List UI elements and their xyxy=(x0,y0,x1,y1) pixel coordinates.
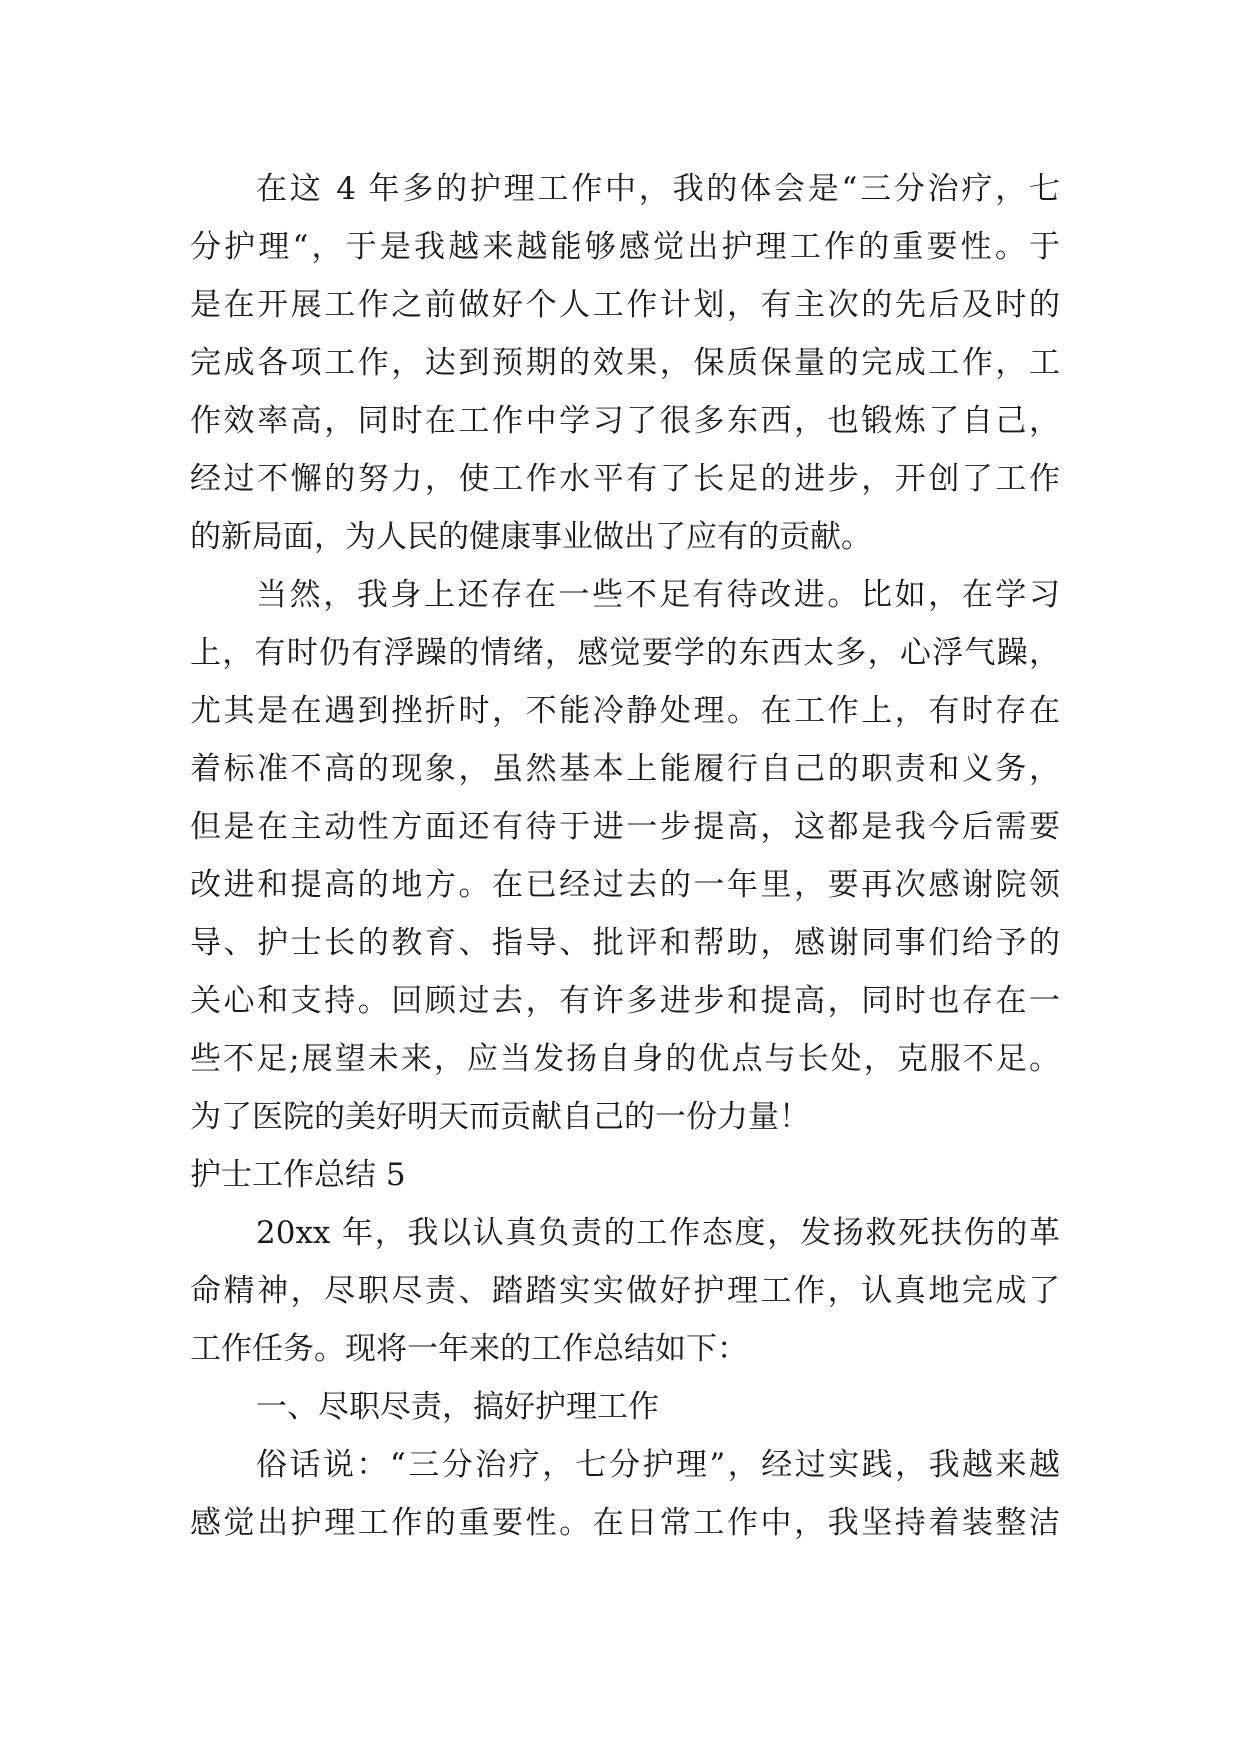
paragraph-line: 20xx 年，我以认真负责的工作态度，发扬救死扶伤的革 xyxy=(256,1215,1060,1251)
paragraph-line: 命精神，尽职尽责、踏踏实实做好护理工作，认真地完成了 xyxy=(190,1273,1060,1309)
paragraph-line: 导、护士长的教育、指导、批评和帮助，感谢同事们给予的 xyxy=(190,925,1060,961)
document-body xyxy=(190,160,1060,1552)
paragraph-line: 是在开展工作之前做好个人工作计划，有主次的先后及时的 xyxy=(190,287,1060,323)
paragraph-1 xyxy=(190,160,1060,566)
paragraph-3 xyxy=(190,1204,1060,1378)
paragraph-line: 完成各项工作，达到预期的效果，保质保量的完成工作，工 xyxy=(190,345,1060,381)
paragraph-line: 分护理“，于是我越来越能够感觉出护理工作的重要性。于 xyxy=(190,229,1060,265)
paragraph-line: 工作任务。现将一年来的工作总结如下： xyxy=(190,1331,748,1367)
paragraph-line: 俗话说：“三分治疗，七分护理”，经过实践，我越来越 xyxy=(256,1447,1060,1483)
paragraph-line: 当然，我身上还存在一些不足有待改进。比如，在学习 xyxy=(256,577,1060,613)
section-title: 护士工作总结 5 xyxy=(190,1157,406,1193)
paragraph-line: 着标准不高的现象，虽然基本上能履行自己的职责和义务， xyxy=(190,751,1060,787)
paragraph-line: 尤其是在遇到挫折时，不能冷静处理。在工作上，有时存在 xyxy=(190,693,1060,729)
paragraph-line: 但是在主动性方面还有待于进一步提高，这都是我今后需要 xyxy=(190,809,1060,845)
paragraph-4 xyxy=(190,1436,1060,1552)
paragraph-line: 作效率高，同时在工作中学习了很多东西，也锻炼了自己， xyxy=(190,403,1060,439)
paragraph-line: 些不足;展望未来，应当发扬自身的优点与长处，克服不足。 xyxy=(190,1041,1060,1077)
paragraph-line: 在这 4 年多的护理工作中，我的体会是“三分治疗，七 xyxy=(256,171,1060,207)
paragraph-line: 关心和支持。回顾过去，有许多进步和提高，同时也存在一 xyxy=(190,983,1060,1019)
paragraph-2 xyxy=(190,566,1060,1146)
subheading: 一、尽职尽责，搞好护理工作 xyxy=(256,1389,659,1425)
paragraph-line: 改进和提高的地方。在已经过去的一年里，要再次感谢院领 xyxy=(190,867,1060,903)
paragraph-line: 上，有时仍有浮躁的情绪，感觉要学的东西太多，心浮气躁， xyxy=(190,635,1060,671)
paragraph-line: 经过不懈的努力，使工作水平有了长足的进步，开创了工作 xyxy=(190,461,1060,497)
paragraph-line: 为了医院的美好明天而贡献自己的一份力量！ xyxy=(190,1099,810,1135)
paragraph-line: 的新局面，为人民的健康事业做出了应有的贡献。 xyxy=(190,519,872,555)
paragraph-line: 感觉出护理工作的重要性。在日常工作中，我坚持着装整洁 xyxy=(190,1505,1060,1541)
